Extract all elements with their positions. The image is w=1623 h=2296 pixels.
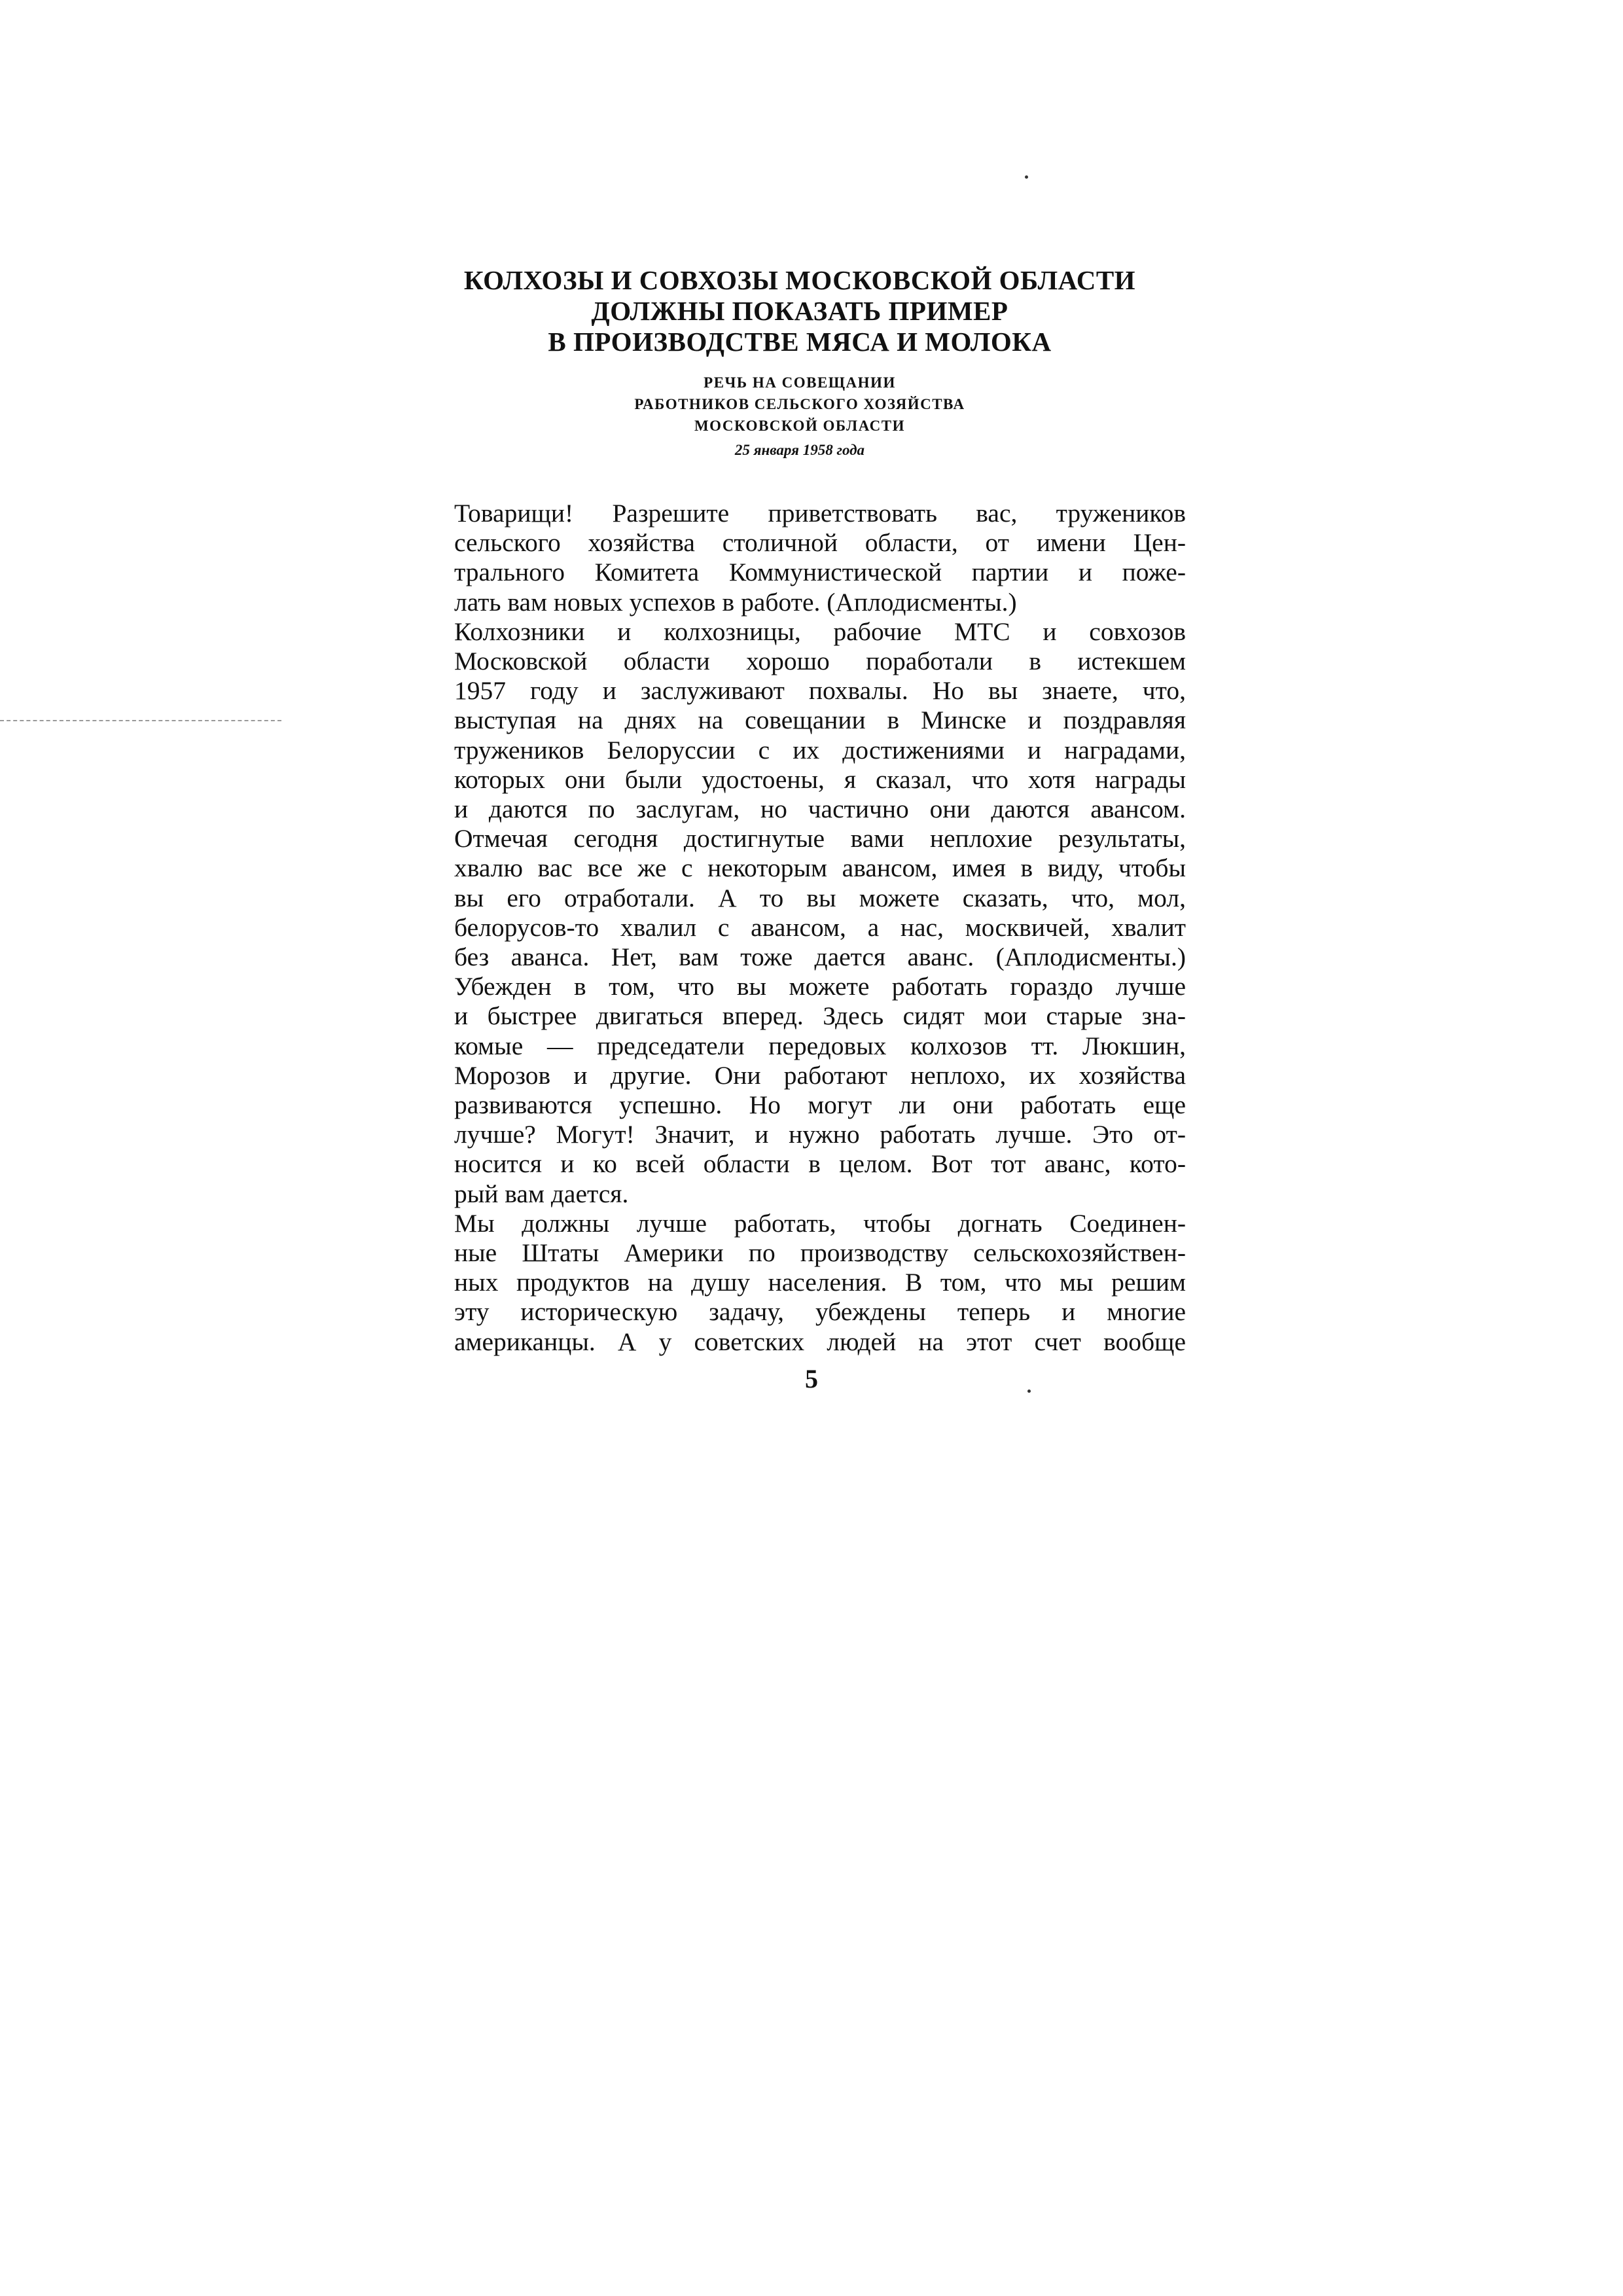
text-line: белорусов-то хвалил с авансом, а нас, москвичей, хвалит bbox=[454, 912, 1186, 942]
text-line: выступая на днях на совещании в Минске и поздравляя bbox=[454, 706, 1186, 735]
page-number: 5 bbox=[805, 1364, 818, 1393]
text-line: трального Комитета Коммунистической партии и поже- bbox=[454, 558, 1186, 587]
text-line: ные Штаты Америки по производству сельскохозяйствен- bbox=[454, 1238, 1186, 1268]
scan-margin-rule bbox=[0, 720, 281, 721]
scan-speck bbox=[1025, 175, 1028, 179]
document-subtitle bbox=[414, 372, 1186, 437]
page-content bbox=[414, 265, 1186, 1357]
title-line: В ПРОИЗВОДСТВЕ МЯСА И МОЛОКА bbox=[548, 327, 1052, 357]
text-line: и даются по заслугам, но частично они даются авансом. bbox=[454, 795, 1186, 824]
text-line: Мы должны лучше работать, чтобы догнать Соединен- bbox=[454, 1208, 1186, 1238]
text-line: хвалю вас все же с некоторым авансом, имея в виду, чтобы bbox=[454, 853, 1186, 883]
subtitle-line: РАБОТНИКОВ СЕЛЬСКОГО ХОЗЯЙСТВА bbox=[634, 396, 965, 412]
subtitle-line: РЕЧЬ НА СОВЕЩАНИИ bbox=[704, 374, 896, 391]
body-text bbox=[414, 499, 1186, 1357]
text-line: тружеников Белоруссии с их достижениями и наградами, bbox=[454, 735, 1186, 764]
text-line: лучше? Могут! Значит, и нужно работать лучше. Это от- bbox=[454, 1120, 1186, 1149]
paragraph bbox=[414, 499, 1186, 617]
speech-date: 25 января 1958 года bbox=[734, 442, 865, 458]
text-line: ных продуктов на душу населения. В том, что мы решим bbox=[454, 1268, 1186, 1297]
text-line: сельского хозяйства столичной области, от имени Цен- bbox=[454, 528, 1186, 558]
text-line: Колхозники и колхозницы, рабочие МТС и совхозов bbox=[454, 617, 1186, 646]
text-line: Московской области хорошо поработали в истекшем bbox=[454, 647, 1186, 676]
text-line: американцы. А у советских людей на этот счет вообще bbox=[454, 1327, 1186, 1356]
subtitle-line: МОСКОВСКОЙ ОБЛАСТИ bbox=[694, 418, 906, 434]
text-line: носится и ко всей области в целом. Вот тот аванс, кото- bbox=[454, 1149, 1186, 1179]
text-line: и быстрее двигаться вперед. Здесь сидят мои старые зна- bbox=[454, 1001, 1186, 1031]
text-line: Убежден в том, что вы можете работать гораздо лучше bbox=[454, 972, 1186, 1001]
text-line: 1957 году и заслуживают похвалы. Но вы знаете, что, bbox=[454, 676, 1186, 706]
title-line: КОЛХОЗЫ И СОВХОЗЫ МОСКОВСКОЙ ОБЛАСТИ bbox=[463, 265, 1136, 295]
document-title bbox=[414, 265, 1186, 357]
text-line: вы его отработали. А то вы можете сказать, что, мол, bbox=[454, 883, 1186, 912]
text-line: лать вам новых успехов в работе. (Аплодисменты.) bbox=[454, 587, 1017, 617]
text-line: без аванса. Нет, вам тоже дается аванс. (Аплодисменты.) bbox=[454, 942, 1186, 972]
paragraph bbox=[414, 617, 1186, 1209]
text-line: Товарищи! Разрешите приветствовать вас, тружеников bbox=[454, 499, 1186, 528]
paragraph bbox=[414, 1209, 1186, 1357]
text-line: комые — председатели передовых колхозов тт. Люкшин, bbox=[454, 1031, 1186, 1060]
text-line: которых они были удостоены, я сказал, что хотя награды bbox=[454, 764, 1186, 794]
text-line: эту историческую задачу, убеждены теперь и многие bbox=[454, 1297, 1186, 1327]
text-line: рый вам дается. bbox=[454, 1179, 629, 1208]
text-line: развиваются успешно. Но могут ли они работать еще bbox=[454, 1090, 1186, 1120]
text-line: Морозов и другие. Они работают неплохо, их хозяйства bbox=[454, 1060, 1186, 1090]
title-line: ДОЛЖНЫ ПОКАЗАТЬ ПРИМЕР bbox=[591, 296, 1008, 326]
text-line: Отмечая сегодня достигнутые вами неплохие результаты, bbox=[454, 824, 1186, 853]
